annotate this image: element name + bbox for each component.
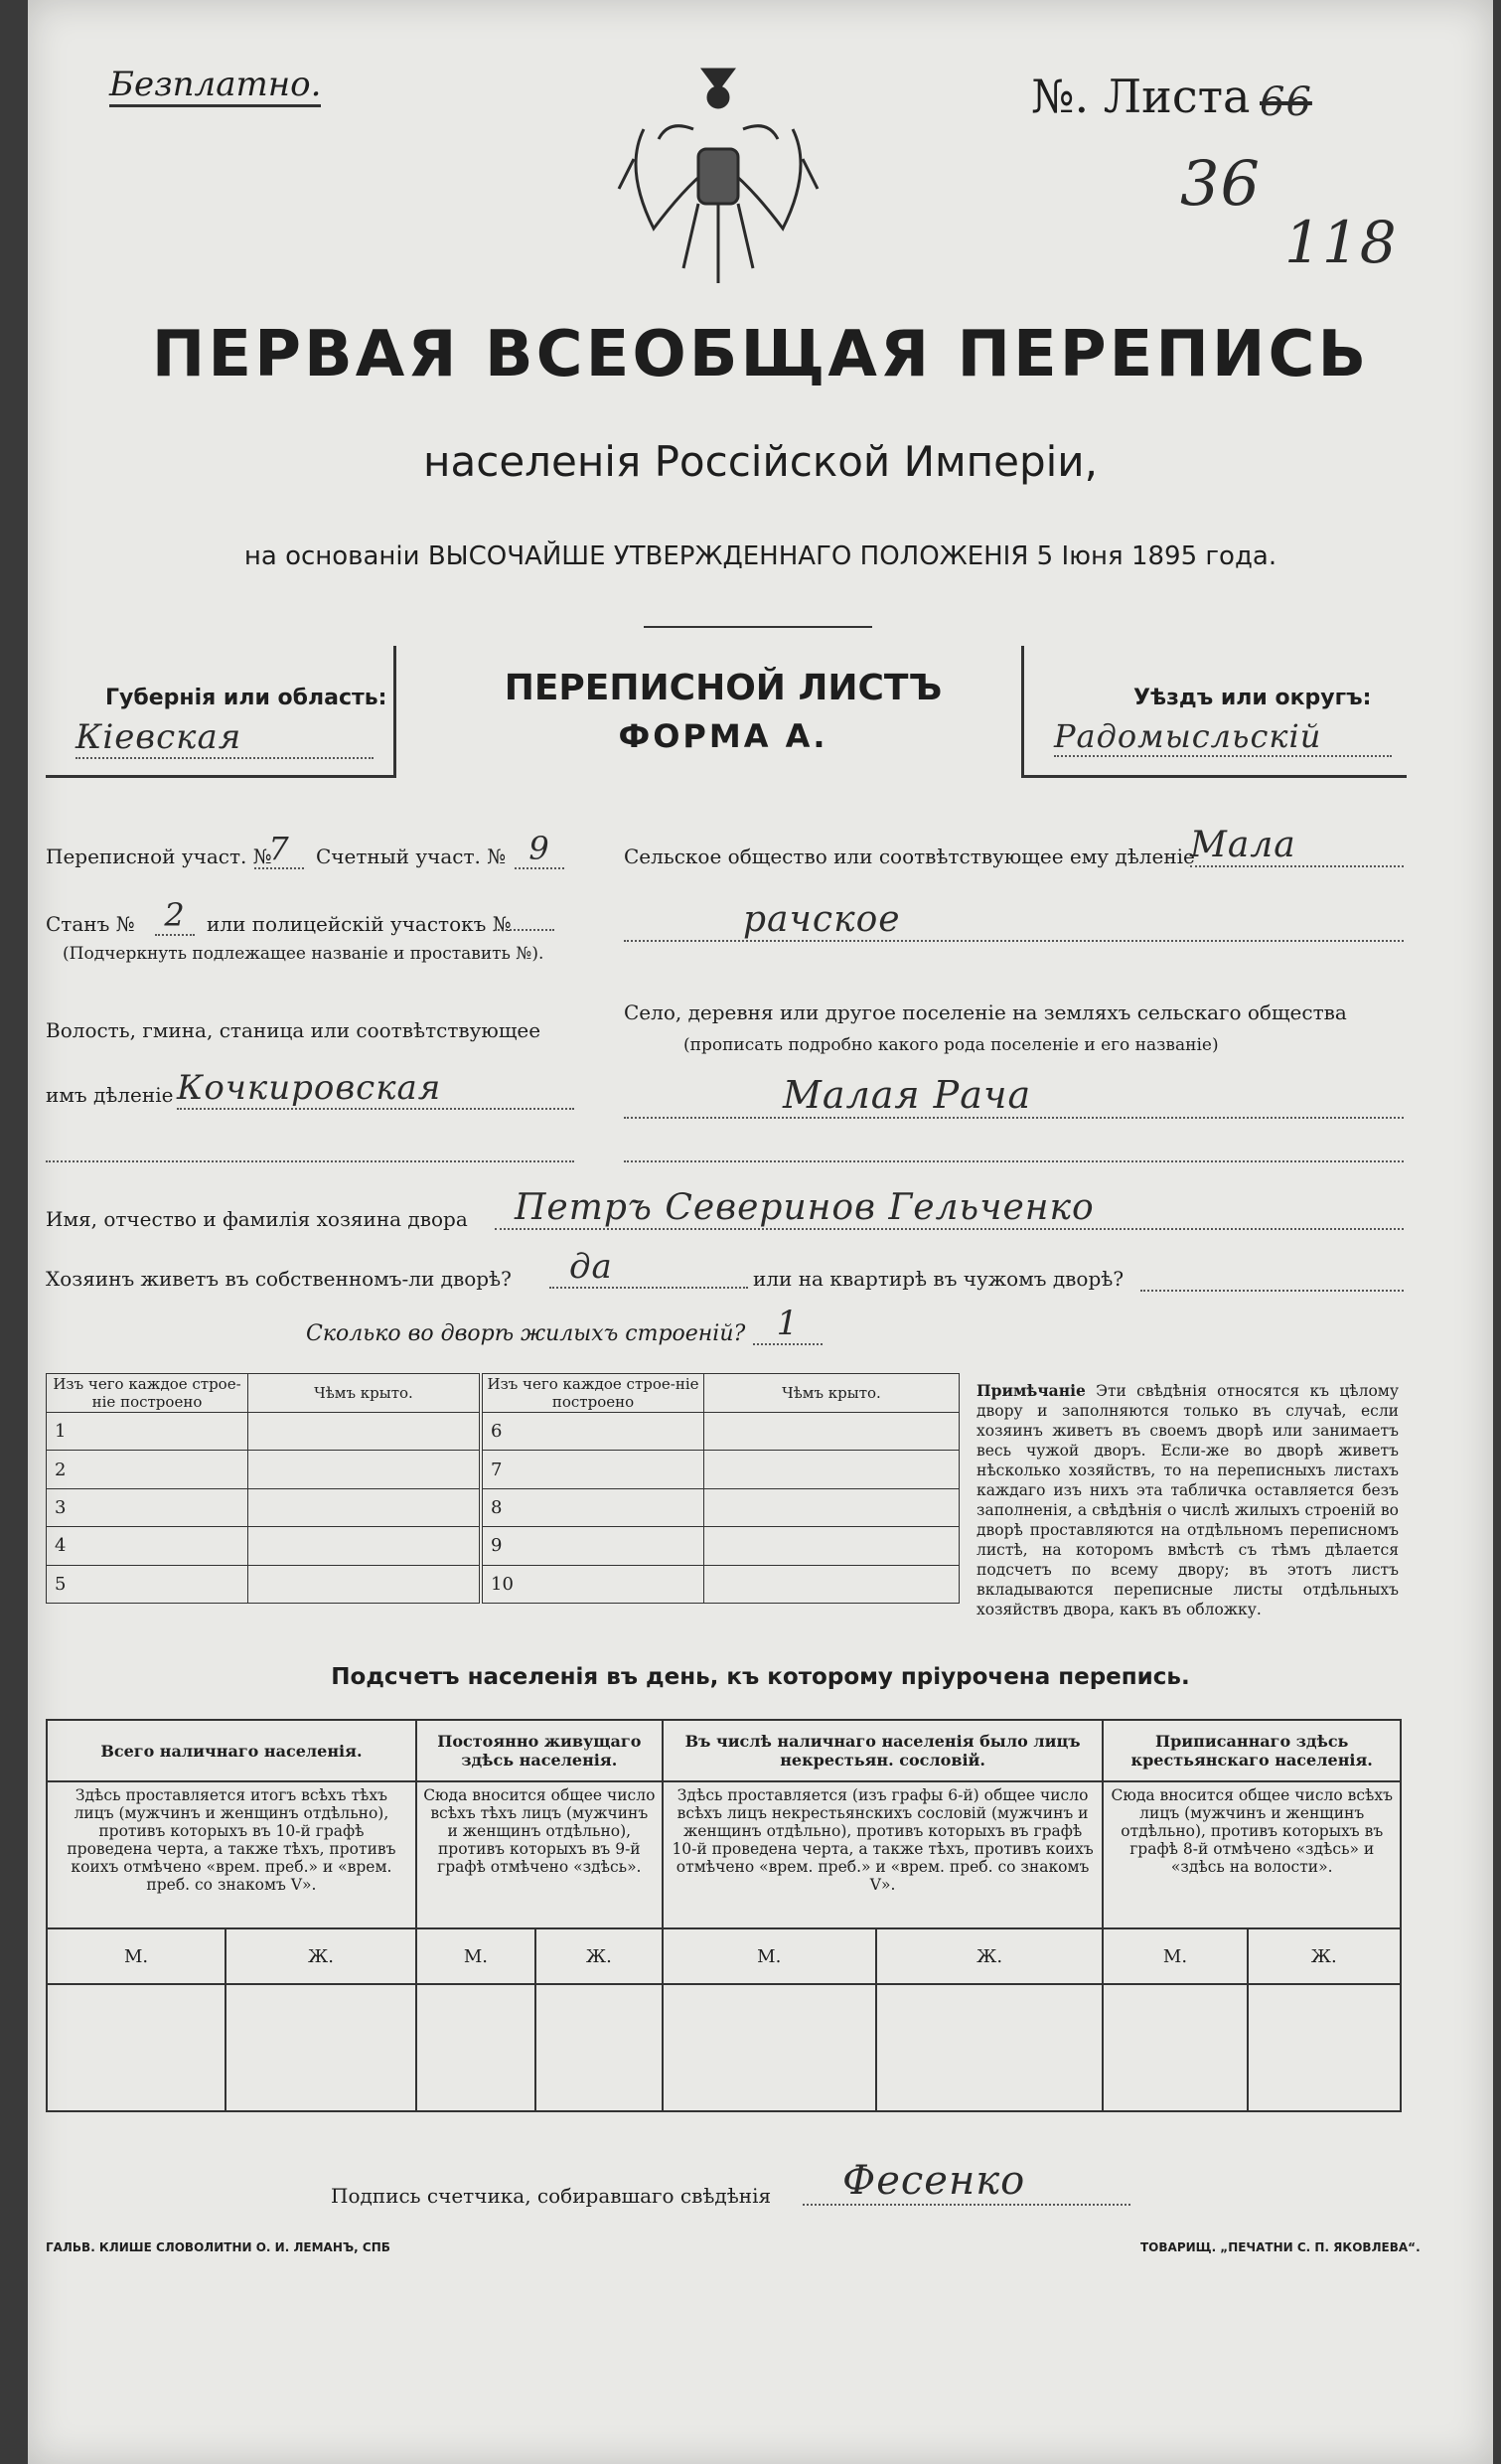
count-m-header: М. xyxy=(47,1928,225,1984)
stan-value: 2 xyxy=(155,896,195,936)
printer-right: ТОВАРИЩ. „ПЕЧАТНИ С. П. ЯКОВЛЕВА“. xyxy=(1140,2240,1421,2254)
uezd-value: Радомысльскій xyxy=(1054,717,1392,757)
uezd-box xyxy=(1021,646,1407,778)
count-cell xyxy=(1103,1984,1247,2111)
rent-label: или на квартирѣ въ чужомъ дворѣ? xyxy=(753,1267,1125,1291)
count-col4-text: Сюда вносится общее число всѣхъ лицъ (мужчинъ и женщинъ отдѣльно), противъ которыхъ въ графѣ 8-й отмѣчено «здѣсь» и «здѣсь на волости». xyxy=(1103,1781,1401,1928)
police-label: или полицейскій участокъ № xyxy=(207,912,512,936)
buildings-note xyxy=(976,1381,1399,1619)
buildings-label: Сколько во дворѣ жилыхъ строеній? xyxy=(306,1321,746,1346)
census-sheet xyxy=(28,0,1493,2464)
count-cell xyxy=(416,1984,535,2111)
selo-label: Село, деревня или другое поселеніе на земляхъ сельскаго общества xyxy=(624,1001,1347,1024)
stan-note: (Подчеркнуть подлежащее названіе и проставить №). xyxy=(63,944,544,964)
obshchestvo-label: Сельское общество или соотвѣтствующее ему дѣленіе xyxy=(624,845,1195,868)
count-cell xyxy=(663,1984,876,2111)
count-col1-head: Всего наличнаго населенія. xyxy=(47,1720,416,1781)
count-m-header: М. xyxy=(416,1928,535,1984)
count-col1-text: Здѣсь проставляется итогъ всѣхъ тѣхъ лицъ (мужчинъ и женщинъ отдѣльно), противъ которыхъ въ 10-й графѣ проведена черта, а также тѣхъ, противъ коихъ отмѣчено «врем. преб.» и «врем. преб. со знакомъ V». xyxy=(47,1781,416,1928)
build-row-num: 9 xyxy=(481,1527,704,1565)
build-row-num: 5 xyxy=(47,1565,248,1603)
build-row-num: 7 xyxy=(481,1451,704,1488)
build-row-num: 4 xyxy=(47,1527,248,1565)
subtitle: населенія Россійской Имперіи, xyxy=(423,437,1098,486)
note-head: Примѣчаніе xyxy=(976,1381,1086,1400)
double-headed-eagle-icon xyxy=(614,60,823,298)
count-zh-header: Ж. xyxy=(876,1928,1104,1984)
handwritten-number-2: 118 xyxy=(1284,209,1398,276)
count-cell xyxy=(1248,1984,1401,2111)
buildings-value: 1 xyxy=(753,1304,823,1345)
build-row-num: 1 xyxy=(47,1413,248,1451)
count-table xyxy=(46,1719,1402,2112)
build-row-num: 8 xyxy=(481,1488,704,1526)
count-col3-head: Въ числѣ наличнаго населенія было лицъ некрестьян. сословій. xyxy=(663,1720,1104,1781)
signature-value: Фесенко xyxy=(803,2158,1130,2206)
count-col2-head: Постоянно живущаго здѣсь населенія. xyxy=(416,1720,663,1781)
owner-label: Имя, отчество и фамилія хозяина двора xyxy=(46,1207,468,1231)
main-title: ПЕРВАЯ ВСЕОБЩАЯ ПЕРЕПИСЬ xyxy=(151,318,1370,391)
uchast-label: Переписной участ. № xyxy=(46,845,272,868)
own-yard-value: да xyxy=(549,1247,748,1289)
free-label: Безплатно. xyxy=(109,65,321,107)
volost-label-2: имъ дѣленіе xyxy=(46,1083,174,1107)
note-text: Эти свѣдѣнія относятся къ цѣлому двору и заполняются только въ случаѣ, если хозяинъ живетъ въ своемъ дворѣ или занимаетъ весь чужой дворъ. Если-же во дворѣ живетъ нѣсколько хозяйствъ, то на переписныхъ листахъ каждаго изъ нихъ эта табличка оставляется безъ заполненія, а свѣдѣнія о числѣ жилыхъ строеній во дворѣ проставляются на отдѣльномъ переписномъ листѣ, на которомъ вмѣстѣ съ тѣмъ дѣлается подсчетъ по всему двору; въ этотъ листъ вкладываются переписные листы отдѣльныхъ хозяйствъ двора, какъ въ обложку. xyxy=(976,1382,1399,1618)
selo-value: Малая Рача xyxy=(624,1073,1404,1119)
count-col4-head: Приписаннаго здѣсь крестьянскаго населенія. xyxy=(1103,1720,1401,1781)
build-col4-header: Чѣмъ крыто. xyxy=(704,1374,960,1413)
selo-note: (прописать подробно какого рода поселеніе и его названіе) xyxy=(683,1035,1219,1055)
count-zh-header: Ж. xyxy=(225,1928,416,1984)
obshchestvo-value: Мала xyxy=(1190,825,1404,867)
volost-extra-line xyxy=(46,1160,574,1162)
schet-label: Счетный участ. № xyxy=(316,845,507,868)
basis-line: на основаніи ВЫСОЧАЙШЕ УТВЕРЖДЕННАГО ПОЛОЖЕНІЯ 5 Іюня 1895 года. xyxy=(243,541,1277,571)
build-col2-header: Чѣмъ крыто. xyxy=(248,1374,482,1413)
count-col2-text: Сюда вносится общее число всѣхъ тѣхъ лицъ (мужчинъ и женщинъ отдѣльно), противъ которыхъ въ 9-й графѣ отмѣчено «здѣсь». xyxy=(416,1781,663,1928)
selo-extra-line xyxy=(624,1160,1404,1162)
build-col3-header: Изъ чего каждое строе-ніе построено xyxy=(481,1374,704,1413)
gubernia-value: Кіевская xyxy=(75,717,374,759)
volost-value: Кочкировская xyxy=(177,1068,574,1110)
buildings-table xyxy=(46,1373,960,1604)
count-col3-text: Здѣсь проставляется (изъ графы 6-й) общее число всѣхъ лицъ некрестьянскихъ сословій (мужчинъ и женщинъ отдѣльно), противъ которыхъ въ графѣ 10-й проведена черта, а также тѣхъ, противъ коихъ отмѣчено «врем. преб.» и «врем. преб. со знакомъ V». xyxy=(663,1781,1104,1928)
form-title: ПЕРЕПИСНОЙ ЛИСТЪ xyxy=(504,668,943,708)
sheet-number-value: 66 xyxy=(1260,79,1312,125)
build-row-num: 6 xyxy=(481,1413,704,1451)
count-zh-header: Ж. xyxy=(1248,1928,1401,1984)
count-title: Подсчетъ населенія въ день, къ которому пріурочена перепись. xyxy=(331,1664,1190,1690)
count-m-header: М. xyxy=(663,1928,876,1984)
build-row-num: 10 xyxy=(481,1565,704,1603)
form-subtitle: ФОРМА А. xyxy=(618,717,828,755)
signature-label: Подпись счетчика, собиравшаго свѣдѣнія xyxy=(331,2184,772,2208)
count-cell xyxy=(876,1984,1104,2111)
build-row-num: 2 xyxy=(47,1451,248,1488)
sheet-number-label: №. Листа xyxy=(1031,70,1251,123)
count-cell xyxy=(535,1984,663,2111)
uezd-label: Уѣздъ или округъ: xyxy=(1133,686,1372,710)
own-yard-label: Хозяинъ живетъ въ собственномъ-ли дворѣ? xyxy=(46,1267,512,1291)
count-m-header: М. xyxy=(1103,1928,1247,1984)
gubernia-box xyxy=(46,646,396,778)
gubernia-label: Губернія или область: xyxy=(105,686,387,710)
owner-value: Петръ Северинов Гельченко xyxy=(495,1187,1404,1230)
stan-label: Станъ № xyxy=(46,912,135,936)
obshchestvo-value-2: рачское xyxy=(624,899,1404,942)
schet-value: 9 xyxy=(515,830,564,869)
printer-left: ГАЛЬВ. КЛИШЕ СЛОВОЛИТНИ О. И. ЛЕМАНЪ, СПБ xyxy=(46,2240,390,2254)
count-cell xyxy=(225,1984,416,2111)
volost-label: Волость, гмина, станица или соотвѣтствующее xyxy=(46,1018,541,1042)
build-col1-header: Изъ чего каждое строе-ніе построено xyxy=(47,1374,248,1413)
police-value-line xyxy=(495,929,554,931)
handwritten-number-1: 36 xyxy=(1180,147,1261,220)
rent-value-line xyxy=(1140,1290,1404,1292)
count-cell xyxy=(47,1984,225,2111)
uchast-value: 7 xyxy=(254,830,304,869)
ornament-divider xyxy=(644,626,872,628)
build-row-num: 3 xyxy=(47,1488,248,1526)
count-zh-header: Ж. xyxy=(535,1928,663,1984)
